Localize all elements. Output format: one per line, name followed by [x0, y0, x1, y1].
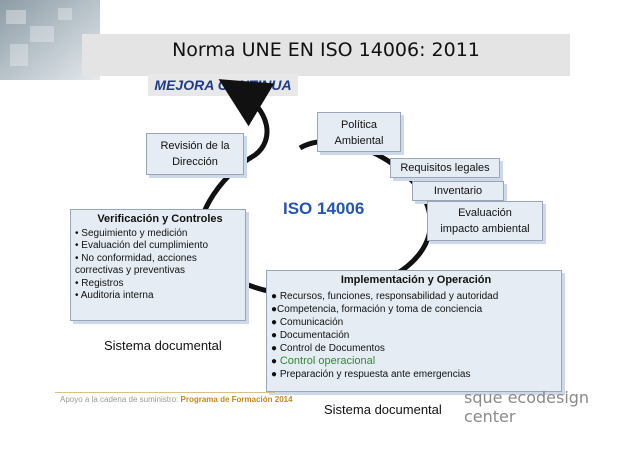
evaluacion-impacto-box — [427, 201, 543, 241]
verificacion-item: • Evaluación del cumplimiento — [75, 240, 209, 251]
bullet-icon: ● — [271, 343, 278, 354]
bullet-icon: ● — [271, 291, 278, 302]
revision-direccion-box — [146, 133, 244, 175]
inventario-box — [412, 181, 504, 201]
mejora-continua-label: MEJORA CONTINUA — [148, 74, 298, 96]
politica-line-2: Ambiental — [334, 135, 384, 147]
implementacion-item-text: Control de Documentos — [279, 343, 385, 354]
sistema-documental-bottom: Sistema documental — [324, 402, 442, 417]
revision-line-1: Revisión de la — [160, 140, 230, 152]
sistema-documental-left: Sistema documental — [104, 338, 222, 353]
bullet-icon: ● — [271, 369, 278, 380]
implementacion-item — [271, 290, 561, 303]
implementacion-item-text: Recursos, funciones, responsabilidad y autoridad — [279, 291, 499, 302]
implementacion-item-text: Documentación — [279, 330, 350, 341]
footer-program: Programa de Formación 2014 — [180, 395, 293, 404]
footer-left-prefix: Apoyo a la cadena de suministro: — [60, 395, 181, 404]
requisitos-label: Requisitos legales — [400, 162, 490, 174]
bullet-icon: ● — [271, 304, 278, 315]
implementacion-item — [271, 342, 561, 355]
implementacion-item — [271, 329, 561, 342]
implementacion-item — [271, 303, 561, 316]
implementacion-item — [271, 368, 561, 381]
bullet-icon: ● — [271, 317, 278, 328]
verificacion-item: • No conformidad, acciones — [75, 252, 197, 264]
footer-divider — [55, 392, 275, 393]
implementacion-item-text: Control operacional — [279, 355, 376, 367]
revision-line-2: Dirección — [172, 156, 218, 168]
iso-center-label: ISO 14006 — [283, 199, 365, 218]
implementacion-item-text: Preparación y respuesta ante emergencias — [279, 369, 471, 380]
verificacion-item: • Registros — [75, 277, 124, 289]
verificacion-item: • Auditoria interna — [75, 290, 154, 301]
bullet-icon: ● — [271, 356, 278, 367]
verificacion-header: Verificación y Controles — [97, 213, 223, 225]
verificacion-item: • Seguimiento y medición — [75, 227, 188, 239]
politica-line-1: Política — [340, 119, 378, 131]
footer-brand: sque ecodesign center — [464, 388, 590, 426]
evaluacion-line-2: impacto ambiental — [440, 223, 530, 235]
politica-ambiental-box — [317, 112, 401, 152]
implementacion-item — [271, 316, 561, 329]
verificacion-item: correctivas y preventivas — [75, 265, 186, 276]
evaluacion-line-1: Evaluación — [458, 207, 512, 219]
implementacion-item-text: Comunicación — [279, 317, 344, 328]
footer-left — [60, 395, 293, 404]
implementacion-operacion-box — [266, 270, 562, 392]
bullet-icon: ● — [271, 330, 278, 341]
verificacion-controles-box — [70, 209, 246, 321]
implementacion-item-highlight — [271, 355, 561, 368]
page-title: Norma UNE EN ISO 14006: 2011 — [172, 39, 480, 61]
implementacion-item-text: Competencia, formación y toma de conciencia — [277, 304, 483, 315]
inventario-label: Inventario — [433, 185, 483, 197]
implementacion-header: Implementación y Operación — [340, 274, 492, 286]
requisitos-legales-box — [390, 158, 500, 178]
